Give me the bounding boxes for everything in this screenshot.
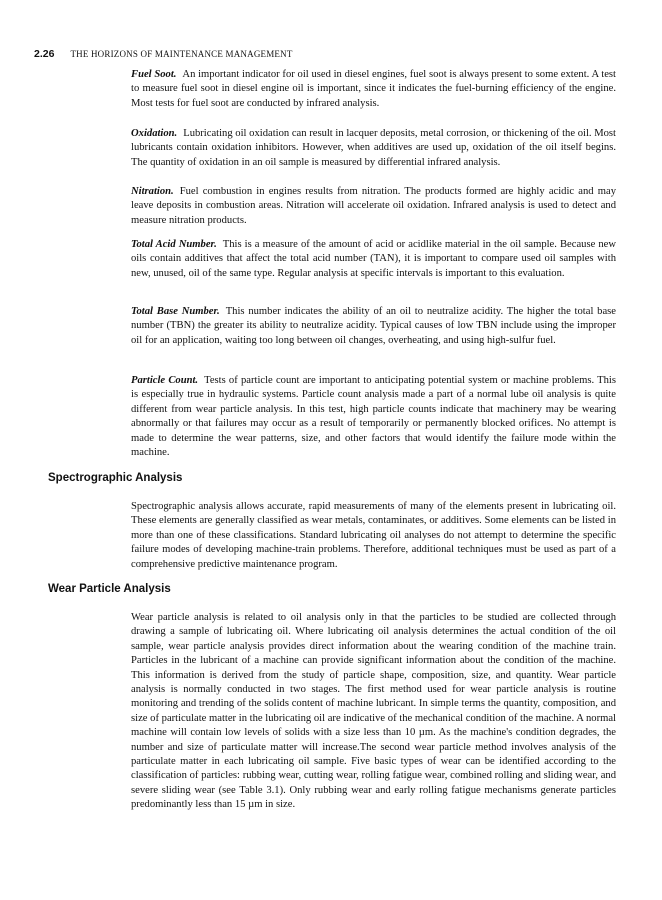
paragraph-text: Lubricating oil oxidation can result in lacquer deposits, metal corrosion, or thickening of the oil. Most lubricants contain oxidation inhibitors. However, when additives are used up, oxidation of the oil itself begins. The quantity of oxidation in an oil sample is measured by differential infrared analysis. (131, 128, 616, 168)
term-label: Total Acid Number. (131, 239, 217, 250)
paragraph-text: This is a measure of the amount of acid or acidlike material in the oil sample. Because new oils contain additives that affect the total acid number (TAN), it is important to compare used oil samples with new, unused, oil of the same type. Regular analysis at specific intervals is important to this evaluation. (131, 239, 617, 279)
paragraph-text: Wear particle analysis is related to oil analysis only in that the particles to be studied are collected through drawing a sample of lubricating oil. Where lubricating oil analysis determines the actual condition of the oil sample, wear particle analysis provides direct information about the wearing condition of the machine train. Particles in the lubricant of a machine can provide significant information about the condition of the machine. This information is derived from the study of particle shape, composition, size, and quantity. Wear particle analysis is normally conducted in two stages. The first method used for wear particle analysis is routine monitoring and trending of the solids content of machine lubricant. In simple terms the quantity, composition, and size of particulate matter in the lubricating oil are indicative of the mechanical condition of the machine. A normal machine will contain low levels of solids with a size less than 10 µm. As the machine's condition degrades, the number and size of particulate matter will increase.The second wear particle method involves analysis of the particulate matter in each lubricating oil sample. Five basic types of wear can be identified according to the classification of particles: rubbing wear, cutting wear, rolling fatigue wear, combined rolling and sliding wear, and severe sliding wear (see Table 3.1). Only rubbing wear and early rolling fatigue mechanisms generate particles predominantly less than 15 µm in size. (131, 612, 616, 811)
section-wear-particle (131, 611, 616, 813)
paragraph (131, 127, 616, 170)
running-title: THE HORIZONS OF MAINTENANCE MANAGEMENT (70, 49, 293, 59)
paragraph-text: This number indicates the ability of an oil to neutralize acidity. The higher the total base number (TBN) the greater its ability to neutralize acidity. Typical causes of low TBN include using the improper oil for an application, waiting too long between oil changes, overheating, and using high-sulfur fuel. (131, 306, 616, 346)
oil-test-fuel-soot (131, 68, 616, 111)
page-header (34, 44, 634, 62)
term-label: Fuel Soot. (131, 69, 177, 80)
oil-test-oxidation (131, 127, 616, 170)
section-spectrographic (131, 500, 616, 572)
oil-test-nitration (131, 185, 616, 228)
paragraph (131, 68, 616, 111)
paragraph-text: Spectrographic analysis allows accurate, rapid measurements of many of the elements present in lubricating oil. These elements are generally classified as wear metals, contaminates, or additives. Some elements can be listed in more than one of these classifications. Standard lubricating oil analyses do not attempt to determine the specific failure modes of developing machine-train problems. Therefore, additional techniques must be used as part of a comprehensive predictive maintenance program. (131, 501, 616, 570)
paragraph-text: Tests of particle count are important to anticipating potential system or machine problems. This is especially true in hydraulic systems. Particle count analysis made a part of a normal lube oil analysis is quite different from wear particle analysis. In this test, high particle counts indicate that machinery may be wearing abnormally or that failures may occur as a result of temporarily or permanently blocked orifices. No attempt is made to determine the wear patterns, size, and other factors that would identify the failure mode within the machine. (131, 375, 617, 459)
term-label: Particle Count. (131, 375, 199, 386)
paragraph-text: An important indicator for oil used in diesel engines, fuel soot is always present to some extent. A test to measure fuel soot in diesel engine oil is important, since it indicates the fuel-burning efficiency of the engine. Most tests for fuel soot are conducted by infrared analysis. (131, 69, 616, 109)
section-heading-spectrographic: Spectrographic Analysis (48, 472, 183, 484)
term-label: Oxidation. (131, 128, 178, 139)
paragraph-text: Fuel combustion in engines results from nitration. The products formed are highly acidic and may leave deposits in combustion areas. Nitration will accelerate oil oxidation. Infrared analysis is used to detect and measure nitration products. (131, 186, 616, 226)
oil-test-total-acid-number (131, 238, 616, 281)
paragraph (131, 374, 616, 460)
oil-test-particle-count (131, 374, 616, 460)
page-number: 2.26 (34, 48, 55, 60)
paragraph (131, 238, 616, 281)
term-label: Nitration. (131, 186, 174, 197)
paragraph (131, 185, 616, 228)
oil-test-total-base-number (131, 305, 616, 348)
paragraph (131, 305, 616, 348)
term-label: Total Base Number. (131, 306, 220, 317)
section-heading-wear-particle: Wear Particle Analysis (48, 583, 171, 595)
